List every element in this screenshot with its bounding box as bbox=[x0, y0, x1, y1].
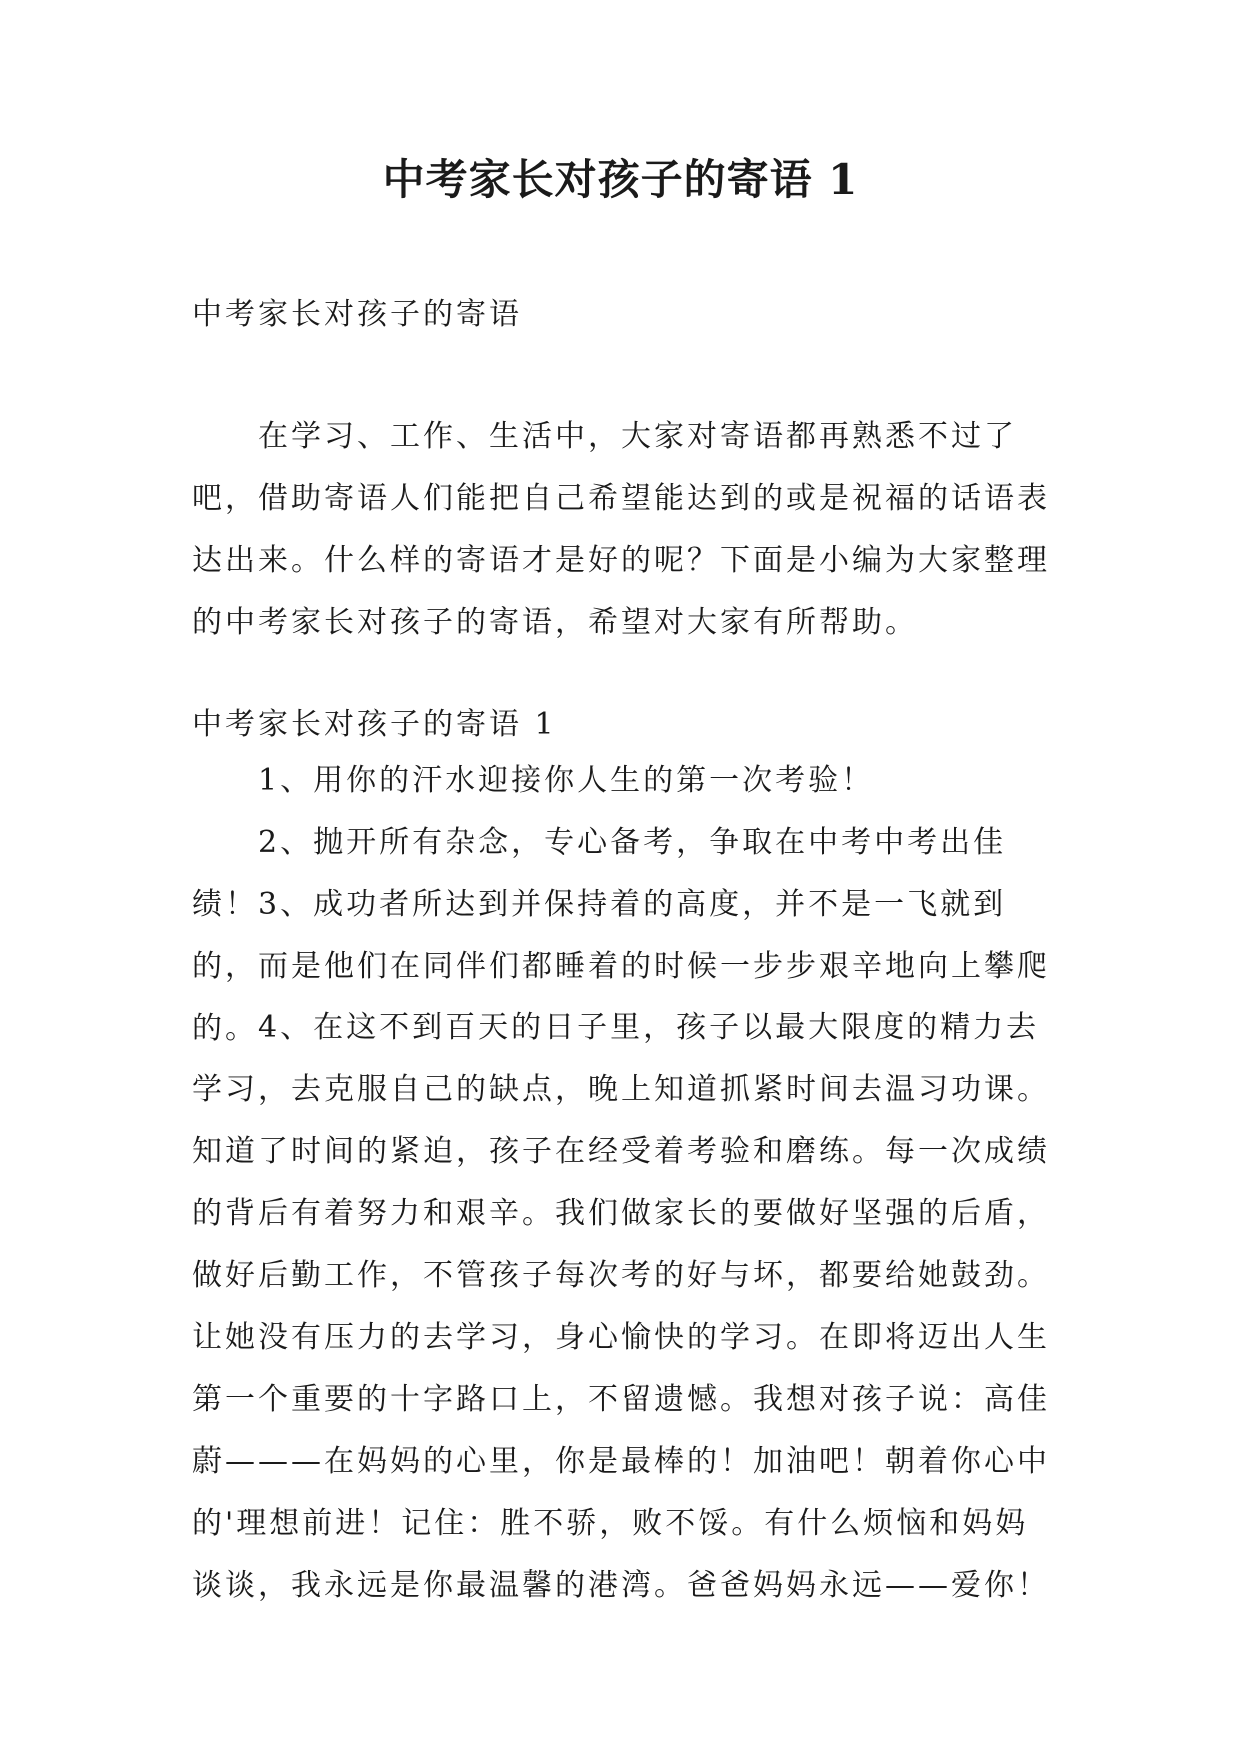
list-item: 2、抛开所有杂念，专心备考，争取在中考中考出佳绩！ bbox=[192, 825, 1007, 922]
document-title: 中考家长对孩子的寄语 1 bbox=[382, 155, 859, 204]
document-subtitle: 中考家长对孩子的寄语 bbox=[192, 297, 522, 332]
section-heading: 中考家长对孩子的寄语 1 bbox=[192, 707, 557, 742]
intro-paragraph: 在学习、工作、生活中，大家对寄语都再熟悉不过了吧，借助寄语人们能把自己希望能达到的或是祝福的话语表达出来。什么样的寄语才是好的呢？下面是小编为大家整理的中考家长对孩子的寄语，希望对大家有所帮助。 bbox=[192, 419, 1050, 640]
list-item: 4、在这不到百天的日子里，孩子以最大限度的精力去学习，去克服自己的缺点，晚上知道抓紧时间去温习功课。知道了时间的紧迫，孩子在经受着考验和磨练。每一次成绩的背后有着努力和艰辛。我们做家长的要做好坚强的后盾，做好后勤工作，不管孩子每次考的好与坏，都要给她鼓劲。让她没有压力的去学习，身心愉快的学习。在即将迈出人生第一个重要的十字路口上，不留遗憾。我想对孩子说：高佳蔚———在妈妈的心里，你是最棒的！加油吧！朝着你心中的'理想前进！记住：胜不骄，败不馁。有什么烦恼和妈妈谈谈，我永远是你最温馨的港湾。爸爸妈妈永远——爱你！ bbox=[192, 1010, 1050, 1603]
list-item: 1、用你的汗水迎接你人生的第一次考验！ bbox=[258, 763, 875, 798]
list-item: 3、成功者所达到并保持着的高度，并不是一飞就到的，而是他们在同伴们都睡着的时候一步步艰辛地向上攀爬的。 bbox=[192, 887, 1050, 1046]
